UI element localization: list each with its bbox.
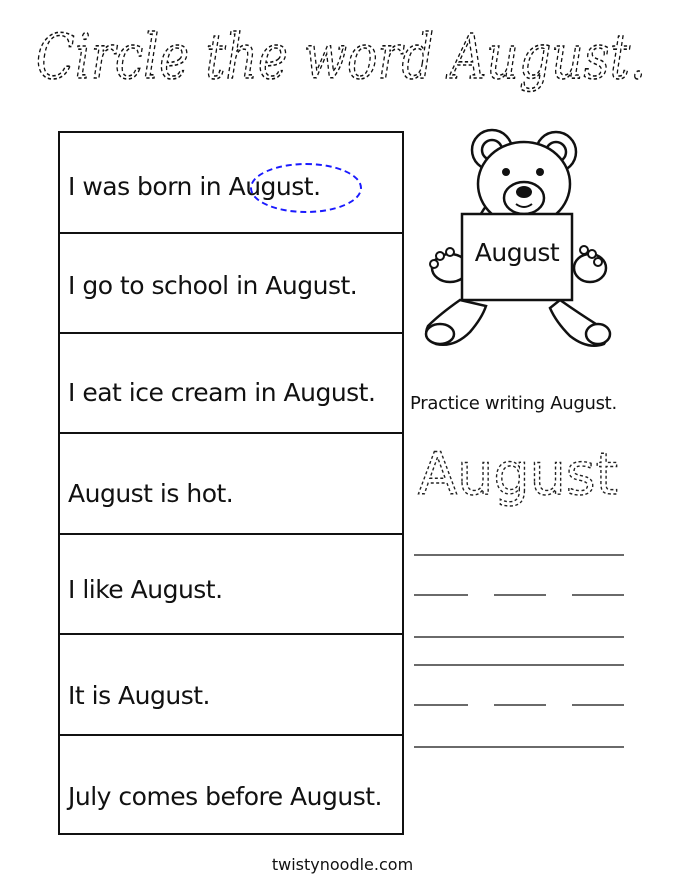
sentence-text: It is August. — [68, 681, 210, 710]
worksheet-title — [0, 0, 685, 110]
title-svg — [0, 0, 685, 110]
sentence-row — [60, 434, 402, 535]
sentence-text: July comes before August. — [68, 782, 382, 811]
practice-instruction: Practice writing August. — [410, 393, 617, 414]
trace-word-svg — [410, 412, 630, 512]
trace-word: August — [418, 440, 618, 508]
sentence-row — [60, 234, 402, 334]
sentence-row — [60, 535, 402, 635]
footer-credit: twistynoodle.com — [271, 855, 414, 874]
example-circle-mark — [250, 163, 362, 213]
sign-word: August — [474, 238, 560, 267]
sentence-text: I eat ice cream in August. — [68, 378, 376, 407]
sentence-text: I like August. — [68, 575, 223, 604]
sentence-text: I was born in August. — [68, 172, 321, 201]
sentence-table — [58, 131, 404, 835]
sentence-row — [60, 635, 402, 736]
sentence-row — [60, 736, 402, 833]
title-text: Circle the word August. — [36, 20, 646, 93]
sentence-row — [60, 334, 402, 434]
sentence-text: I go to school in August. — [68, 271, 358, 300]
handwriting-lines — [410, 540, 630, 760]
sentence-text: August is hot. — [68, 479, 234, 508]
sentence-row — [60, 133, 402, 234]
